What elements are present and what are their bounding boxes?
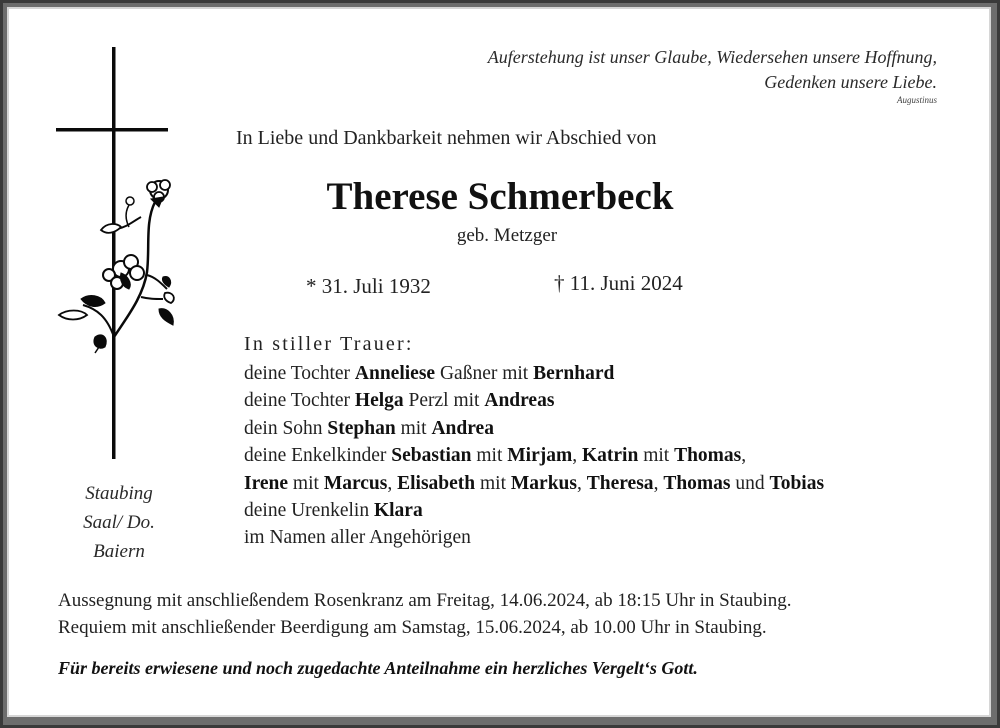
maiden-name: [9, 225, 989, 247]
quote-author: Augustinus: [896, 95, 937, 105]
quote-line: Gedenken unsere Liebe.: [764, 72, 937, 92]
thanks-text: Für bereits erwiesene und noch zugedachte Anteilnahme ein herzliches Vergelt‘s Gott.: [58, 658, 698, 678]
mourner-name: Sebastian: [391, 445, 472, 467]
mourner-relation: ,: [572, 445, 582, 467]
service-line-requiem: Requiem mit anschließender Beerdigung am Samstag, 15.06.2024, ab 10.00 Uhr in Staubing.: [58, 617, 767, 638]
mourner-relation: mit: [288, 472, 324, 494]
mourner-relation: deine Enkelkinder: [244, 445, 392, 467]
death-date: † 11. Juni 2024: [554, 271, 683, 295]
obituary-notice: [9, 9, 989, 715]
mourner-name: Tobias: [769, 472, 825, 494]
mourner-relation: mit: [475, 472, 511, 494]
deceased-name: [9, 174, 989, 219]
mourner-name: Marcus: [323, 472, 388, 494]
mourner-name: Mirjam: [507, 445, 573, 467]
mourner-name: Elisabeth: [397, 472, 476, 494]
mourner-name: Markus: [510, 472, 577, 494]
maiden-name-text: geb. Metzger: [456, 225, 558, 246]
mourners-list: [244, 360, 824, 552]
mourner-name: Bernhard: [533, 363, 615, 384]
mourner-name: Irene: [244, 472, 289, 494]
service-line-rosary: Aussegnung mit anschließendem Rosenkranz am Freitag, 14.06.2024, ab 18:15 Uhr in Staubing.: [58, 590, 792, 611]
mourner-name: Anneliese: [354, 363, 436, 384]
mourner-relation: im Namen aller Angehörigen: [244, 527, 471, 549]
mourners-heading: In stiller Trauer:: [244, 333, 414, 355]
place-line: Staubing: [85, 483, 153, 504]
mourner-name: Stephan: [327, 417, 396, 439]
mourner-name: Helga: [354, 390, 404, 412]
cross-icon: [47, 47, 187, 467]
mourner-name: Thomas: [663, 472, 731, 494]
mourner-relation: mit: [471, 445, 508, 467]
mourner-line: [244, 387, 824, 414]
mourner-line: [244, 497, 824, 524]
birth-date: * 31. Juli 1932: [306, 274, 431, 298]
mourner-relation: und: [730, 472, 770, 494]
place-line: Baiern: [93, 541, 145, 562]
place: [49, 479, 189, 566]
mourner-line: [244, 415, 824, 442]
mourner-relation: Gaßner mit: [435, 363, 534, 384]
mourner-relation: mit: [395, 417, 432, 439]
mourner-line: [244, 524, 824, 551]
mourner-relation: deine Urenkelin: [244, 500, 374, 522]
mourner-relation: ,: [653, 472, 664, 494]
intro-text: In Liebe und Dankbarkeit nehmen wir Abschied von: [236, 127, 657, 149]
quote-line: Auferstehung ist unser Glaube, Wiedersehen unsere Hoffnung,: [487, 47, 937, 67]
mourner-relation: ,: [387, 472, 398, 494]
mourner-name: Klara: [373, 500, 423, 522]
service-info: [58, 587, 792, 641]
mourner-relation: ,: [577, 472, 587, 494]
mourner-relation: deine Tochter: [244, 390, 355, 412]
mourner-line: [244, 442, 824, 469]
mourner-relation: Perzl mit: [403, 390, 485, 412]
mourner-relation: mit: [638, 445, 675, 467]
deceased-name-text: Therese Schmerbeck: [326, 175, 674, 218]
mourner-relation: deine Tochter: [244, 363, 355, 384]
mourner-line: [244, 470, 824, 497]
mourner-name: Andrea: [431, 417, 494, 439]
mourner-name: Andreas: [484, 390, 555, 412]
mourner-relation: dein Sohn: [244, 417, 328, 439]
mourner-name: Katrin: [581, 445, 639, 467]
mourner-line: [244, 360, 824, 387]
place-line: Saal/ Do.: [83, 512, 155, 533]
mourner-name: Thomas: [674, 445, 742, 467]
mourner-relation: ,: [741, 445, 747, 467]
mourner-name: Theresa: [586, 472, 654, 494]
quote: [488, 45, 937, 95]
